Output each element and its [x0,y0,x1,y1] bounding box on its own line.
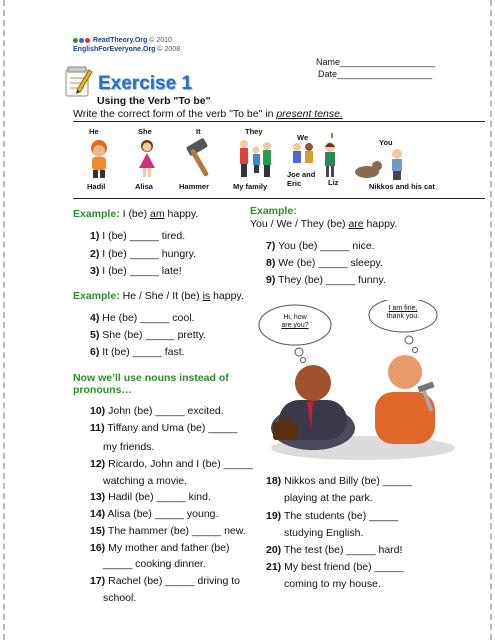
question-number: 8) [266,257,276,269]
question-number: 10) [90,405,106,417]
example-text-end: happy. [164,208,199,220]
caption-hammer: Hammer [179,182,210,191]
question-21-cont: coming to my house. [284,578,381,590]
instruction-emphasis: present tense. [276,108,343,120]
question-text: I (be) _____ hungry. [102,248,197,260]
nouns-heading-line-1: Now we’ll use nouns instead of [73,372,229,384]
question-11-cont: my friends. [103,441,155,453]
question-number: 20) [266,544,282,556]
question-12-cont: watching a movie. [103,475,188,487]
question-text: Rachel (be) _____ driving to [108,575,241,587]
question-number: 12) [90,458,106,470]
site-logo [73,36,180,54]
question-number: 14) [90,508,106,520]
pronoun-picture-strip [73,121,485,199]
question-number: 1) [90,230,100,242]
blue-dot-icon [79,38,84,43]
boy-in-turban-picture [85,138,113,178]
question-number: 9) [266,274,276,286]
instruction-text: Write the correct form of the verb "To be" in [73,108,277,120]
example-answer: am [150,208,165,220]
question-7 [266,240,375,252]
question-17-cont: school. [103,592,137,604]
date-field: Date___________________ [318,69,433,79]
question-text: She (be) _____ pretty. [102,329,206,341]
pronoun-she: She [138,127,152,136]
example-label: Example: [73,290,120,302]
caption-liz: Liz [328,178,339,187]
nouns-heading [73,372,229,396]
girl-picture [135,138,159,178]
caption-hadil: Hadil [87,182,106,191]
example-answer: are [348,218,364,230]
question-8 [266,257,383,269]
question-number: 6) [90,346,100,358]
question-text: My best friend (be) _____ [284,561,404,573]
right-page-border [490,0,492,640]
question-text: The students (be) _____ [283,510,399,522]
caption-alisa: Alisa [135,182,153,191]
pronoun-it: It [196,127,201,136]
question-5 [90,329,206,341]
question-number: 4) [90,312,100,324]
question-text: The test (be) _____ hard! [283,544,403,556]
boys-picture [290,142,316,170]
logo-brand-1: ReadTheory.Org [92,37,148,44]
question-18-cont: playing at the park. [284,492,373,504]
instructions [73,108,343,120]
example-i [73,208,198,220]
conversation-illustration [255,300,455,460]
left-page-border [3,0,5,640]
question-18 [266,475,412,487]
question-number: 3) [90,265,100,277]
question-number: 19) [266,510,282,522]
question-17 [90,575,240,587]
question-text: You (be) _____ nice. [278,240,375,252]
left-bubble-line-1: Hi, how [283,314,307,321]
question-number: 7) [266,240,276,252]
boy-and-cat-picture [353,146,417,182]
question-12 [90,458,253,470]
right-bubble-line-1: I am fine, [388,305,418,312]
question-10 [90,405,224,417]
notepad-pencil-icon [63,64,93,98]
question-9 [266,274,386,286]
question-number: 15) [90,525,106,537]
green-dot-icon [73,38,78,43]
question-text: I (be) _____ late! [102,265,182,277]
question-4 [90,312,195,324]
question-number: 5) [90,329,100,341]
question-2 [90,248,196,260]
question-text: He (be) _____ cool. [102,312,195,324]
question-20 [266,544,402,556]
pronoun-i: I [331,131,334,140]
question-13 [90,491,211,503]
pronoun-he: He [89,127,99,136]
question-number: 18) [266,475,282,487]
name-field: Name___________________ [316,57,436,67]
question-3 [90,265,182,277]
exercise-title: Exercise 1 [98,73,193,94]
question-1 [90,230,185,242]
right-bubble-text [377,305,429,321]
question-text: I (be) _____ tired. [102,230,186,242]
question-19 [266,510,398,522]
exercise-subtitle: Using the Verb "To be" [97,95,211,107]
example-text-end: happy. [210,290,244,302]
pronoun-they: They [245,127,263,136]
question-text: John (be) _____ excited. [108,405,224,417]
red-dot-icon [85,38,90,43]
question-text: Tiffany and Uma (be) _____ [107,422,238,434]
question-21 [266,561,404,573]
example-label: Example: [73,208,120,220]
question-19-cont: studying English. [284,527,364,539]
pronoun-we: We [297,133,309,142]
example-text: You / We / They (be) [250,218,349,230]
example-answer: is [202,290,211,302]
question-text: It (be) _____ fast. [102,346,185,358]
question-11 [90,422,238,434]
logo-brand-2: EnglishForEveryone.Org [73,46,156,53]
question-number: 2) [90,248,100,260]
question-6 [90,346,185,358]
example-label: Example: [250,205,297,217]
logo-year-1: © 2010 [149,37,172,44]
question-15 [90,525,246,537]
question-text: The hammer (be) _____ new. [107,525,246,537]
liz-picture [316,141,344,177]
question-16-cont: _____ cooking dinner. [103,558,206,570]
question-number: 17) [90,575,106,587]
question-text: Alisa (be) _____ young. [107,508,219,520]
logo-year-2: © 2008 [157,46,181,53]
pronoun-you: You [379,138,393,147]
question-number: 21) [266,561,282,573]
question-number: 11) [90,422,105,434]
caption-joe-and-eric: Joe and Eric [287,170,316,188]
example-text: He / She / It (be) [119,290,203,302]
left-bubble-line-2: are you? [281,322,309,329]
question-text: Hadil (be) _____ kind. [108,491,211,503]
family-picture [236,137,276,179]
example-text: I (be) [119,208,151,220]
question-number: 16) [90,542,106,554]
nouns-heading-line-2: pronouns… [73,384,132,396]
question-text: We (be) _____ sleepy. [278,257,383,269]
right-bubble-line-2: thank you. [386,313,420,320]
example-text-end: happy. [363,218,398,230]
example-he-she-it [73,290,244,302]
question-number: 13) [90,491,106,503]
question-14 [90,508,218,520]
hammer-picture [181,138,221,178]
question-text: They (be) _____ funny. [278,274,386,286]
question-text: My mother and father (be) [108,542,230,554]
left-bubble-text [271,314,319,330]
question-text: Ricardo, John and I (be) _____ [108,458,253,470]
question-16 [90,542,230,554]
question-text: Nikkos and Billy (be) _____ [284,475,412,487]
caption-nikkos: Nikkos and his cat [369,182,435,191]
example-you-we-they [250,205,397,231]
caption-my-family: My family [233,182,268,191]
